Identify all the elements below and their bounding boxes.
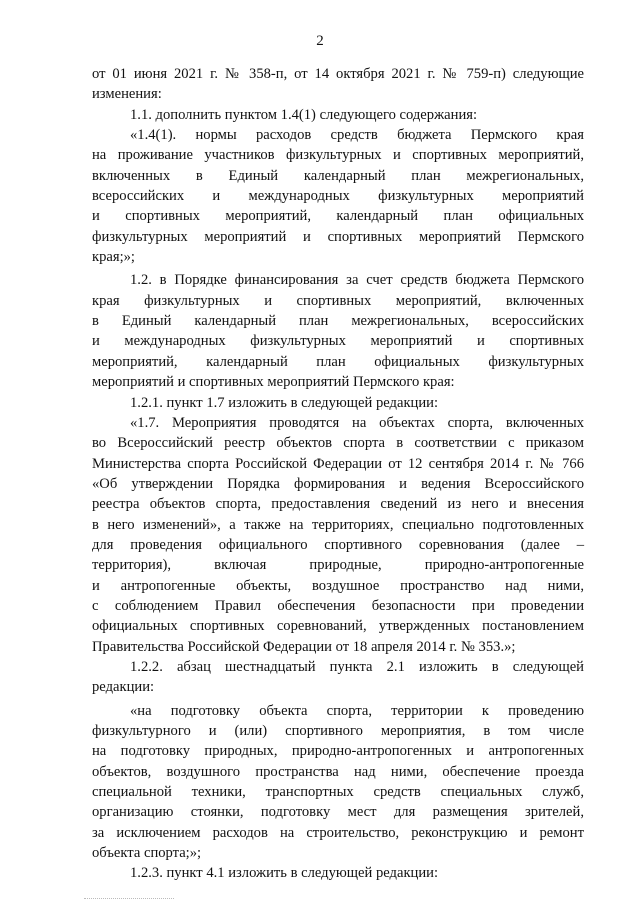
text-line: во Всероссийский реестр объектов спорта в соответствии с приказом bbox=[92, 435, 584, 452]
text-line: и антропогенные объекты, воздушное пространство над ними, bbox=[92, 577, 584, 594]
text-line: 1.2.3. пункт 4.1 изложить в следующей редакции: bbox=[130, 865, 439, 882]
document-body bbox=[92, 64, 584, 884]
text-line: физкультурных мероприятий и спортивных мероприятий Пермского bbox=[92, 228, 584, 245]
text-line: объекта спорта;»; bbox=[92, 845, 202, 862]
footer-scan-mark bbox=[84, 898, 174, 901]
text-line: Правительства Российской Федерации от 18 апреля 2014 г. № 353.»; bbox=[92, 638, 516, 655]
text-line: за исключением расходов на строительство, реконструкцию и ремонт bbox=[92, 824, 584, 841]
text-line: края физкультурных и спортивных мероприятий, включенных bbox=[92, 292, 584, 309]
text-line: для проведения официального спортивного соревнования (далее – bbox=[92, 536, 584, 553]
text-line: и спортивных мероприятий, календарный план официальных bbox=[92, 208, 584, 225]
text-line: на проживание участников физкультурных и спортивных мероприятий, bbox=[92, 147, 584, 164]
text-line: включенных в Единый календарный план межрегиональных, bbox=[92, 167, 584, 184]
text-line: 1.1. дополнить пунктом 1.4(1) следующего содержания: bbox=[130, 106, 478, 123]
text-line: мероприятий и спортивных мероприятий Пермского края: bbox=[92, 374, 455, 391]
text-line: всероссийских и международных физкультурных мероприятий bbox=[92, 188, 584, 205]
text-line: от 01 июня 2021 г. № 358-п, от 14 октября 2021 г. № 759-п) следующие bbox=[92, 66, 584, 82]
text-line: редакции: bbox=[92, 679, 155, 696]
text-line: «1.4(1). нормы расходов средств бюджета Пермского края bbox=[130, 127, 584, 144]
text-line: мероприятий, календарный план официальных физкультурных bbox=[92, 353, 584, 370]
text-line: Министерства спорта Российской Федерации от 12 сентября 2014 г. № 766 bbox=[92, 455, 584, 472]
text-line: в Единый календарный план межрегиональных, всероссийских bbox=[92, 313, 584, 330]
text-line: с соблюдением Правил обеспечения безопасности при проведении bbox=[92, 597, 584, 614]
text-line: реестра объектов спорта, предоставления сведений из него и внесения bbox=[92, 496, 584, 513]
text-line: физкультурного и (или) спортивного мероприятия, в том числе bbox=[92, 723, 584, 739]
text-line: «1.7. Мероприятия проводятся на объектах спорта, включенных bbox=[130, 414, 584, 431]
text-line: на подготовку природных, природно-антропогенных и антропогенных bbox=[92, 743, 584, 760]
text-line: изменения: bbox=[92, 86, 162, 103]
text-line: территория), включая природные, природно-антропогенные bbox=[92, 557, 584, 574]
text-line: объектов, воздушного пространства над ними, обеспечение проезда bbox=[92, 763, 584, 780]
text-line: «Об утверждении Порядка формирования и ведения Всероссийского bbox=[92, 475, 584, 492]
text-line: организацию стоянки, подготовку мест для размещения зрителей, bbox=[92, 804, 584, 821]
page-number: 2 bbox=[316, 33, 324, 49]
text-line: в него изменений», а также на территориях, специально подготовленных bbox=[92, 516, 584, 533]
text-line: 1.2.2. абзац шестнадцатый пункта 2.1 изложить в следующей bbox=[130, 658, 584, 675]
text-line: края;»; bbox=[92, 249, 135, 266]
text-line: 1.2. в Порядке финансирования за счет средств бюджета Пермского bbox=[130, 272, 584, 289]
text-line: официальных спортивных соревнований, утвержденных постановлением bbox=[92, 618, 584, 635]
text-line: специальной техники, транспортных средств специальных служб, bbox=[92, 784, 584, 801]
text-line: «на подготовку объекта спорта, территории к проведению bbox=[130, 702, 584, 719]
text-line: и международных физкультурных мероприятий и спортивных bbox=[92, 333, 584, 350]
text-line: 1.2.1. пункт 1.7 изложить в следующей редакции: bbox=[130, 394, 439, 411]
